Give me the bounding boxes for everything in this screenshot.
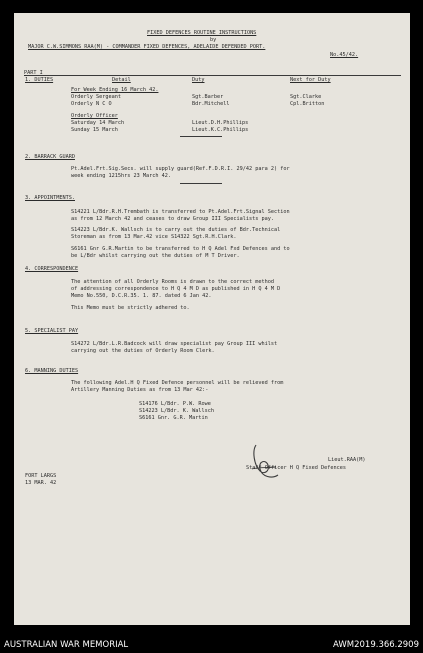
s4-line-4: This Memo must be strictly adhered to. [71, 305, 190, 311]
s4-line-1: The attention of all Orderly Rooms is drawn to the correct method [71, 279, 275, 285]
place: FORT LARGS [25, 473, 57, 479]
s6-name-1: S14176 L/Bdr. P.W. Rowe [139, 401, 211, 407]
s3-p1-line-1: S14221 L/Bdr.R.H.Trembath is transferred to Pt.Adel.Frt.Signal Section [71, 209, 290, 215]
s4-heading: 4. CORRESPONDENCE [25, 266, 79, 272]
s1-r1-duty: Sgt.Barber [192, 94, 224, 100]
s3-p2-line-1: S14223 L/Bdr.K. Wallsch is to carry out the duties of Bdr.Technical [71, 227, 281, 233]
s2-line-2: week ending 1215hrs 23 March 42. [71, 173, 171, 179]
s5-line-2: carrying out the duties of Orderly Room Clerk. [71, 348, 215, 354]
part-rule [26, 75, 401, 76]
s1-r2-duty: Lieut.D.H.Phillips [192, 120, 249, 126]
s2-heading: 2. BARRACK GUARD [25, 154, 75, 160]
document-page [14, 13, 410, 625]
s1-r1-detail: Orderly Sergeant [71, 94, 121, 100]
s5-line-1: S14272 L/Bdr.L.R.Badcock will draw specialist pay Group III whilst [71, 341, 278, 347]
s1-r1-next: Sgt.Clarke [290, 94, 322, 100]
s6-heading: 6. MANNING DUTIES [25, 368, 79, 374]
footer-accession: AWM2019.366.2909 [333, 640, 419, 650]
s3-p2-line-2: Storeman as from 13 Mar.42 vice S14322 Sgt.R.H.Clark. [71, 234, 237, 240]
sign-rank: Lieut.RAA(M) [328, 457, 366, 463]
s6-name-2: S14223 L/Bdr. K. Wallsch [139, 408, 214, 414]
s1-r3-detail: Sunday 15 March [71, 127, 118, 133]
signature-mark [242, 441, 282, 483]
s1-week: For Week Ending 16 March 42. [71, 87, 159, 93]
doc-number: No.45/42. [330, 52, 359, 58]
s6-line-2: Artillery Manning Duties as from 13 Mar 42:- [71, 387, 209, 393]
s1-r1b-next: Cpl.Britton [290, 101, 325, 107]
issue-date: 13 MAR. 42 [25, 480, 57, 486]
s1-divider [180, 136, 222, 137]
s1-r1b-duty: Bdr.Mitchell [192, 101, 230, 107]
s6-name-3: S6161 Gnr. G.R. Martin [139, 415, 208, 421]
s3-p1-line-2: as from 12 March 42 and ceases to draw Group III Specialists pay. [71, 216, 275, 222]
s1-heading: 1. DUTIES [25, 77, 54, 83]
s5-heading: 5. SPECIALIST PAY [25, 328, 79, 334]
doc-part: PART I [24, 70, 43, 76]
s6-line-1: The following Adel.H Q Fixed Defence personnel will be relieved from [71, 380, 284, 386]
doc-authority: MAJOR C.W.SIMMONS RAA(M) - COMMANDER FIXED DEFENCES, ADELAIDE DEFENDED PORT. [28, 44, 266, 50]
s1-r2-detail: Saturday 14 March [71, 120, 125, 126]
footer-bar [0, 637, 423, 653]
s3-p3-line-2: be L/Bdr whilst carrying out the duties of M T Driver. [71, 253, 240, 259]
s3-p3-line-1: S6161 Gnr G.R.Martin to be transferred to H Q Adel Fxd Defences and to [71, 246, 290, 252]
doc-title: FIXED DEFENCES ROUTINE INSTRUCTIONS [147, 30, 257, 36]
s4-line-2: of addressing correspondence to H Q 4 M D as published in H Q 4 M D [71, 286, 281, 292]
s1-officer: Orderly Officer [71, 113, 118, 119]
s2-line-1: Pt.Adel.Frt.Sig.Secs. will supply guard(Ref.F.D.R.I. 29/42 para 2) for [71, 166, 290, 172]
col-duty: Duty [192, 77, 205, 83]
col-next: Next for Duty [290, 77, 331, 83]
s4-line-3: Memo No.550, D.C.R.35. 1. 87. dated 6 Jan 42. [71, 293, 212, 299]
s1-r3-duty: Lieut.K.C.Phillips [192, 127, 249, 133]
doc-by: by [210, 37, 217, 43]
s2-divider [180, 183, 222, 184]
footer-credit: AUSTRALIAN WAR MEMORIAL [4, 640, 129, 650]
col-detail: Detail [112, 77, 131, 83]
sign-role: Staff Officer H Q Fixed Defences [246, 465, 346, 471]
s1-r1b-detail: Orderly N C O [71, 101, 112, 107]
s3-heading: 3. APPOINTMENTS. [25, 195, 75, 201]
